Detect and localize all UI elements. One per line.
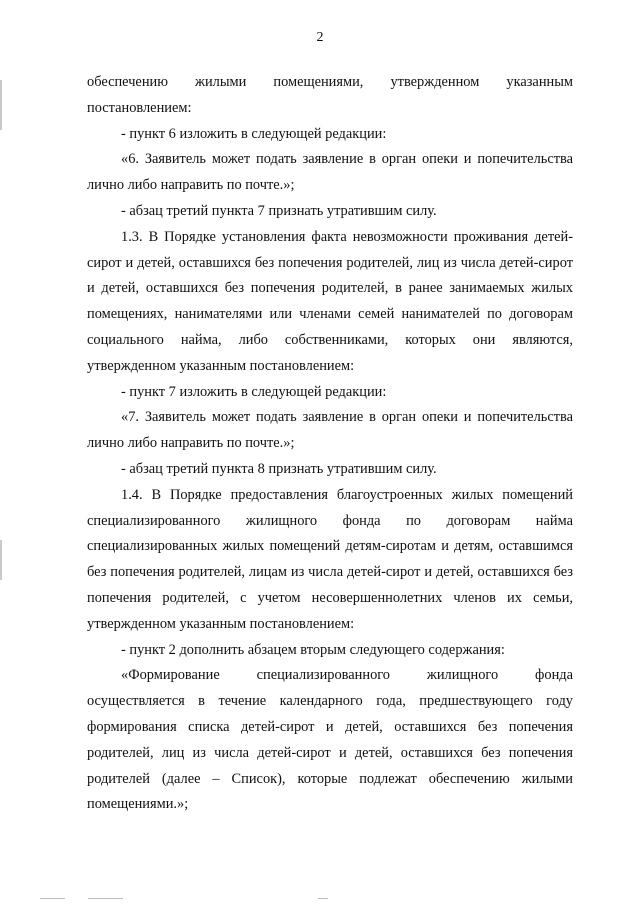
page-number: 2	[316, 30, 324, 45]
paragraph: - абзац третий пункта 7 признать утратившим силу.	[121, 202, 437, 219]
scan-bottom-mark	[40, 898, 65, 899]
paragraph: «7. Заявитель может подать заявление в орган опеки и попечительства лично либо направить по почте.»;	[87, 409, 573, 452]
scan-bottom-mark	[88, 898, 123, 899]
scan-edge-mark	[0, 80, 2, 130]
scan-bottom-mark	[318, 898, 328, 899]
paragraph: - абзац третий пункта 8 признать утратившим силу.	[121, 460, 437, 477]
paragraph: обеспечению жилыми помещениями, утвержденном указанным постановлением:	[87, 74, 573, 116]
paragraph: 1.3. В Порядке установления факта невозможности проживания детей-сирот и детей, оставшихся без попечения родителей, лиц из числа детей-сирот и детей, оставшихся без попечения родителей, в ранее занимаемых жилых помещениях, нанимателями или членами семей нанимателей по договорам социального найма, либо собственниками, которых они являются, утвержденном указанным постановлением:	[87, 228, 573, 374]
paragraph: - пункт 7 изложить в следующей редакции:	[121, 383, 387, 400]
paragraph: «Формирование специализированного жилищного фонда осуществляется в течение календарного года, предшествующего году формирования списка детей-сирот и детей, оставшихся без попечения родителей, лиц из числа детей-сирот и детей, оставшихся без попечения родителей (далее – Список), которые подлежат обеспечению жилыми помещениями.»;	[87, 667, 573, 813]
paragraph: - пункт 6 изложить в следующей редакции:	[121, 125, 387, 142]
paragraph: 1.4. В Порядке предоставления благоустроенных жилых помещений специализированного жилищного фонда по договорам найма специализированных жилых помещений детям-сиротам и детям, оставшимся без попечения родителей, лицам из числа детей-сирот и детей, оставшихся без попечения родителей, с учетом несовершеннолетних членов их семьи, утвержденном указанным постановлением:	[87, 486, 573, 632]
paragraph: «6. Заявитель может подать заявление в орган опеки и попечительства лично либо направить по почте.»;	[87, 151, 573, 194]
paragraph: - пункт 2 дополнить абзацем вторым следующего содержания:	[121, 641, 505, 658]
scan-edge-mark	[0, 540, 2, 580]
document-body	[87, 70, 573, 818]
